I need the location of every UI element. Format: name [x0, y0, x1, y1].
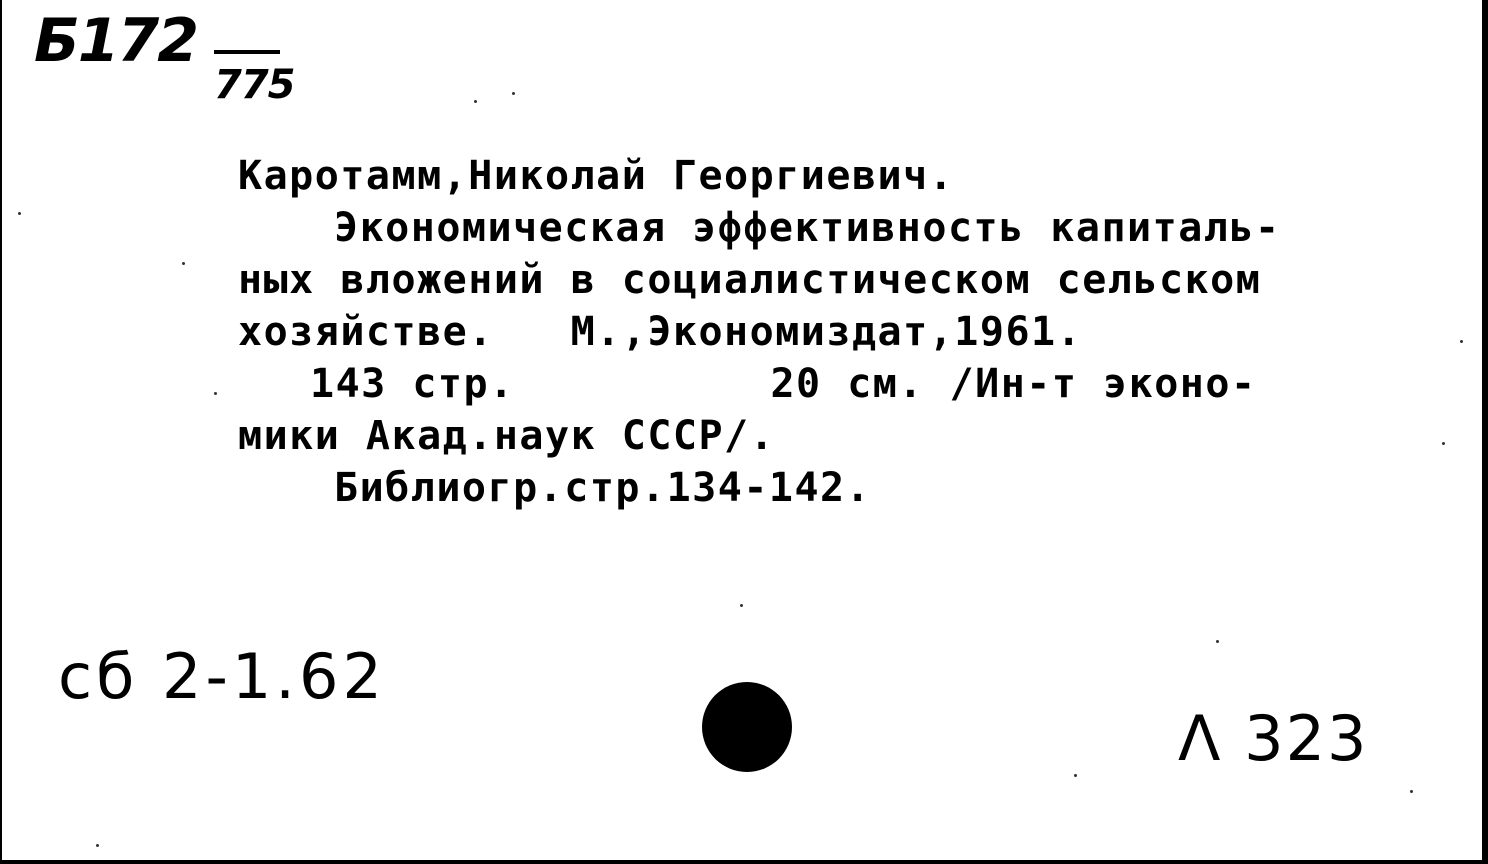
speck: [182, 262, 185, 265]
speck: [474, 100, 477, 103]
entry-collation: 143 стр. 20 см. /Ин-т эконо-: [310, 361, 1257, 407]
speck: [740, 604, 743, 607]
speck: [1216, 640, 1219, 643]
card-left-edge: [0, 0, 2, 864]
speck: [1410, 790, 1413, 793]
speck: [512, 92, 515, 95]
entry-bibliography-note: Библиогр.стр.134-142.: [334, 465, 872, 511]
entry-series: мики Акад.наук СССР/.: [238, 413, 776, 459]
speck: [1074, 774, 1077, 777]
shelf-mark-divider: [214, 50, 280, 54]
handwritten-note-right: Λ 323: [1178, 702, 1369, 775]
shelf-mark-bottom: 775: [214, 62, 295, 108]
speck: [18, 212, 21, 215]
card-right-edge: [1482, 0, 1488, 864]
entry-title-line-1: Экономическая эффективность капиталь-: [334, 205, 1281, 251]
card-bottom-edge: [0, 860, 1488, 864]
catalog-entry: [238, 150, 1468, 514]
speck: [1442, 442, 1445, 445]
speck: [96, 844, 99, 847]
entry-author: Каротамм,Николай Георгиевич.: [238, 153, 955, 199]
handwritten-note-left: сб 2-1.62: [58, 640, 386, 713]
punch-hole: [702, 682, 792, 772]
entry-title-line-2: ных вложений в социалистическом сельском: [238, 257, 1262, 303]
shelf-mark-top: Б172: [34, 6, 197, 76]
speck: [1460, 340, 1463, 343]
entry-imprint: хозяйстве. М.,Экономиздат,1961.: [238, 309, 1083, 355]
speck: [214, 392, 217, 395]
